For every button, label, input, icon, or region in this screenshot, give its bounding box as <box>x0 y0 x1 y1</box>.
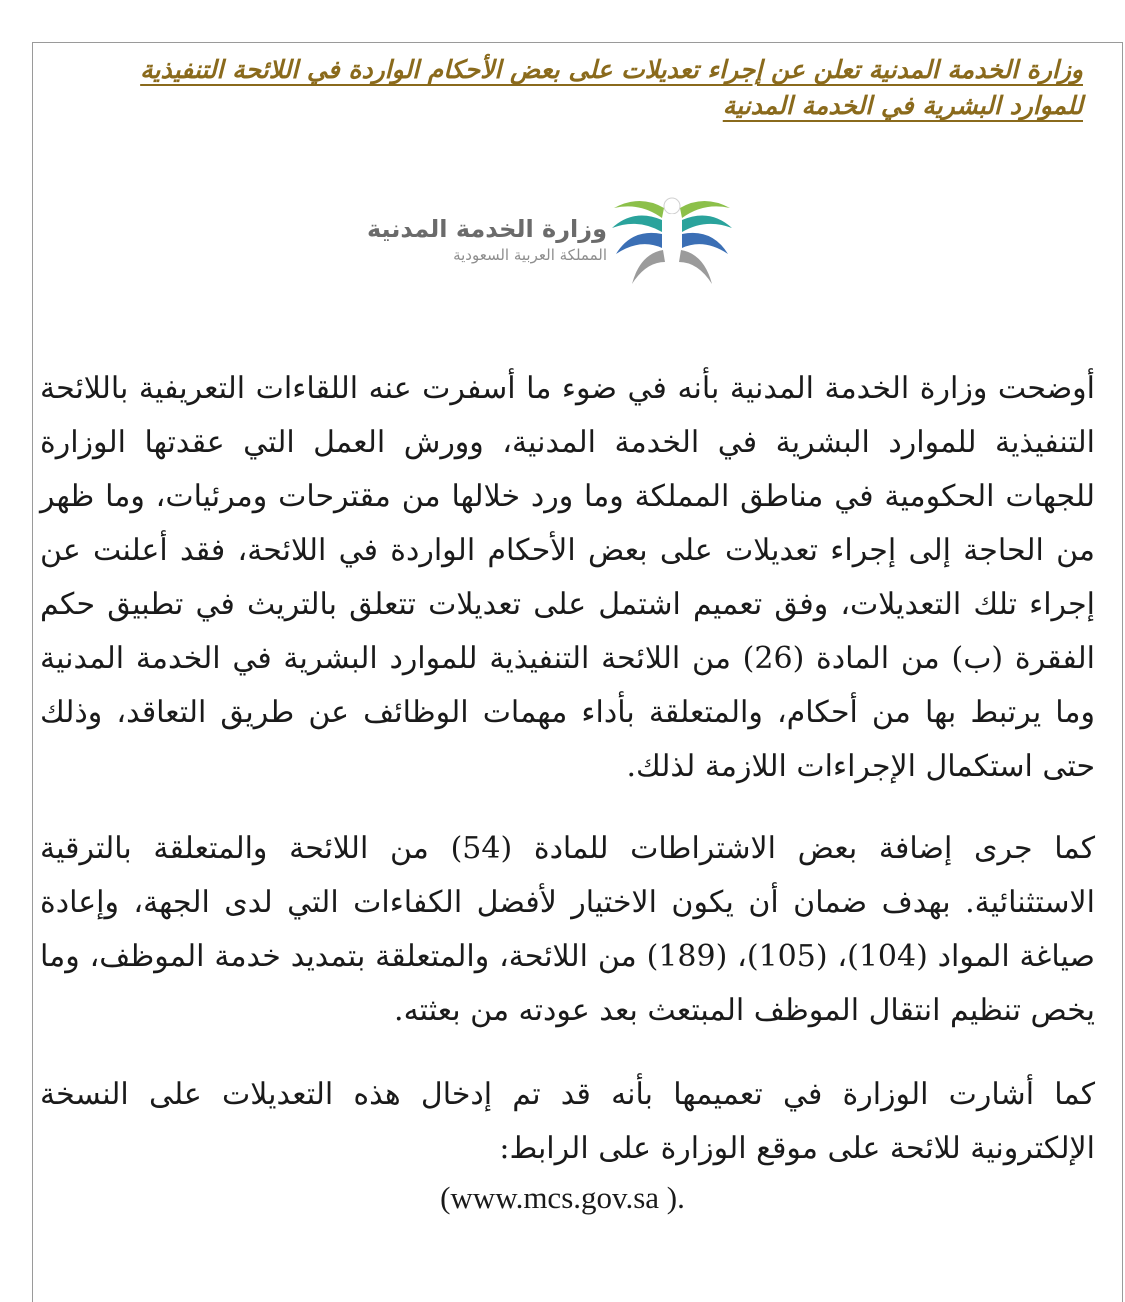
logo-subtitle: المملكة العربية السعودية <box>453 246 607 264</box>
headline <box>83 52 1083 124</box>
logo-title: وزارة الخدمة المدنية <box>366 215 607 243</box>
website-link[interactable]: (www.mcs.gov.sa ). <box>440 1180 685 1215</box>
paragraph-1: أوضحت وزارة الخدمة المدنية بأنه في ضوء ما أسفرت عنه اللقاءات التعريفية باللائحة التنفيذية للموارد البشرية في الخدمة المدنية، وورش العمل التي عقدتها الوزارة للجهات الحكومية في مناطق المملكة وما ورد خلالها من مقترحات ومرئيات، وما ظهر من الحاجة إلى إجراء تعديلات على بعض الأحكام الواردة في اللائحة، فقد أعلنت عن إجراء تلك التعديلات، وفق تعميم اشتمل على تعديلات تتعلق بالتريث في تطبيق حكم الفقرة (ب) من المادة (26) من اللائحة التنفيذية للموارد البشرية في الخدمة المدنية وما يرتبط بها من أحكام، والمتعلقة بأداء مهمات الوظائف عن طريق التعاقد، وذلك حتى استكمال الإجراءات اللازمة لذلك. <box>40 371 1095 784</box>
paragraph-2: كما جرى إضافة بعض الاشتراطات للمادة (54) من اللائحة والمتعلقة بالترقية الاستثنائية. بهدف ضمان أن يكون الاختيار لأفضل الكفاءات التي لدى الجهة، وإعادة صياغة المواد (104)، (105)، (189) من اللائحة، والمتعلقة بتمديد خدمة الموظف، وما يخص تنظيم انتقال الموظف المبتعث بعد عودته من بعثته. <box>40 831 1095 1028</box>
paragraph-3: كما أشارت الوزارة في تعميمها بأنه قد تم إدخال هذه التعديلات على النسخة الإلكترونية للائحة على موقع الوزارة على الرابط: <box>40 1077 1095 1166</box>
headline-text: وزارة الخدمة المدنية تعلن عن إجراء تعديلات على بعض الأحكام الواردة في اللائحة التنفيذية للموارد البشرية في الخدمة المدنية <box>140 55 1083 120</box>
logo-text-block <box>367 214 607 266</box>
ministry-logo <box>366 192 737 292</box>
ministry-emblem-icon <box>610 192 734 292</box>
